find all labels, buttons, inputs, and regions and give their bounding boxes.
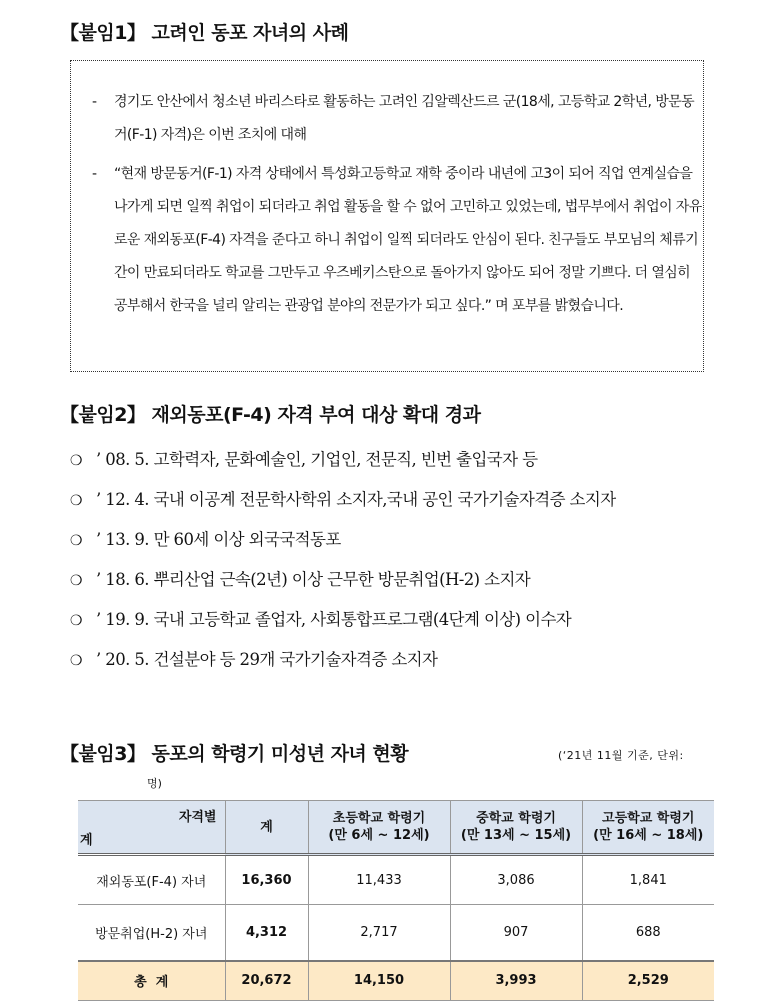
header-elementary: 초등학교 학령기 (만 6세 ~ 12세) xyxy=(308,801,450,855)
header-total: 계 xyxy=(225,801,308,855)
cell-value: 14,150 xyxy=(308,961,450,1001)
minor-children-table xyxy=(78,800,714,1001)
circle-bullet-icon: ❍ xyxy=(70,573,82,589)
case-text-2: “현재 방문동거(F-1) 자격 상태에서 특성화고등학교 재학 중이라 내년에 고3이 되어 직업 연계실습을 나가게 되면 일찍 취업이 되더라고 취업 활동을 할 수 없어 고민하고 있었는데, 법무부에서 취업이 자유로운 재외동포(F-4) 자격을 준다고 하니 취업이 일찍 되더라도 안심이 된다. 친구들도 부모님의 체류기간이 만료되더라도 학교를 그만두고 우즈베키스탄으로 돌아가지 않아도 되어 정말 기쁘다. 더 열심히 공부해서 한국을 널리 알리는 관광업 분야의 전문가가 되고 싶다.” 며 포부를 밝혔습니다. xyxy=(114,166,702,314)
dash-marker: - xyxy=(92,166,97,182)
heading-attachment-3: 【붙임3】 동포의 학령기 미성년 자녀 현황 xyxy=(60,743,409,765)
circle-bullet-icon: ❍ xyxy=(70,493,82,509)
cell-total: 20,672 xyxy=(225,961,308,1001)
history-list xyxy=(70,440,750,680)
table-note: (‘21년 11월 기준, 단위: xyxy=(558,749,684,762)
case-paragraph-2 xyxy=(92,158,706,323)
cell-value: 1,841 xyxy=(582,855,714,905)
circle-bullet-icon: ❍ xyxy=(70,533,82,549)
cell-total: 16,360 xyxy=(225,855,308,905)
row-label: 재외동포(F-4) 자녀 xyxy=(78,855,225,905)
row-label: 총 계 xyxy=(78,961,225,1001)
circle-bullet-icon: ❍ xyxy=(70,653,82,669)
table-header-row xyxy=(78,801,714,855)
cell-value: 2,529 xyxy=(582,961,714,1001)
circle-bullet-icon: ❍ xyxy=(70,613,82,629)
table-note-continued: 명) xyxy=(147,777,162,790)
list-item: ❍ ’ 20. 5. 건설분야 등 29개 국가기술자격증 소지자 xyxy=(70,640,750,680)
header-corner: 자격별 계 xyxy=(78,801,225,855)
heading-attachment-2: 【붙임2】 재외동포(F-4) 자격 부여 대상 확대 경과 xyxy=(60,404,481,426)
list-item: ❍ ’ 13. 9. 만 60세 이상 외국국적동포 xyxy=(70,520,750,560)
cell-total: 4,312 xyxy=(225,905,308,961)
list-item: ❍ ’ 18. 6. 뿌리산업 근속(2년) 이상 근무한 방문취업(H-2) 소지자 xyxy=(70,560,750,600)
case-paragraph-1 xyxy=(92,86,706,152)
cell-value: 3,993 xyxy=(450,961,582,1001)
header-middle: 중학교 학령기 (만 13세 ~ 15세) xyxy=(450,801,582,855)
cell-value: 688 xyxy=(582,905,714,961)
cell-value: 11,433 xyxy=(308,855,450,905)
header-high: 고등학교 학령기 (만 16세 ~ 18세) xyxy=(582,801,714,855)
dash-marker: - xyxy=(92,94,97,110)
circle-bullet-icon: ❍ xyxy=(70,453,82,469)
heading-attachment-1: 【붙임1】 고려인 동포 자녀의 사례 xyxy=(60,22,349,44)
table-row xyxy=(78,905,714,961)
case-text-1: 경기도 안산에서 청소년 바리스타로 활동하는 고려인 김알렉산드르 군(18세, 고등학교 2학년, 방문동거(F-1) 자격)은 이번 조치에 대해 xyxy=(114,94,695,143)
cell-value: 2,717 xyxy=(308,905,450,961)
row-label: 방문취업(H-2) 자녀 xyxy=(78,905,225,961)
list-item: ❍ ’ 08. 5. 고학력자, 문화예술인, 기업인, 전문직, 빈번 출입국자 등 xyxy=(70,440,750,480)
table-total-row xyxy=(78,961,714,1001)
table-row xyxy=(78,855,714,905)
cell-value: 907 xyxy=(450,905,582,961)
list-item: ❍ ’ 19. 9. 국내 고등학교 졸업자, 사회통합프로그램(4단계 이상) 이수자 xyxy=(70,600,750,640)
case-box xyxy=(70,60,704,372)
list-item: ❍ ’ 12. 4. 국내 이공계 전문학사학위 소지자,국내 공인 국가기술자격증 소지자 xyxy=(70,480,750,520)
cell-value: 3,086 xyxy=(450,855,582,905)
